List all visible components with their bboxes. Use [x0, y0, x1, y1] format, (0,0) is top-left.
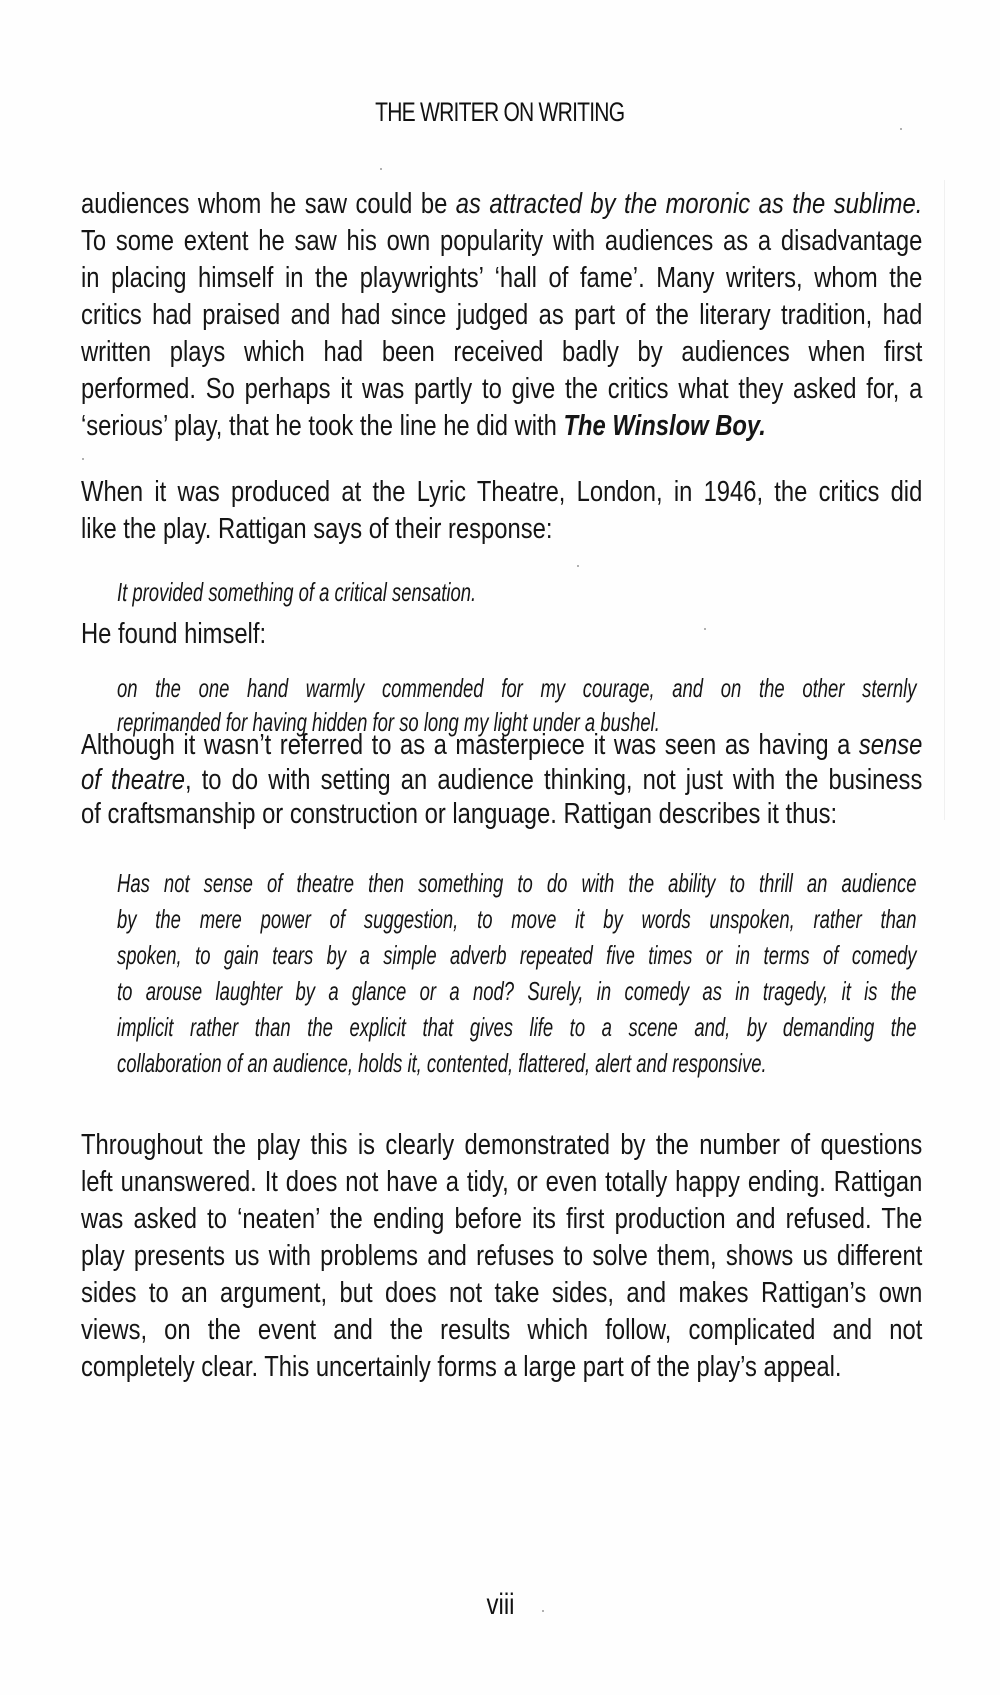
- line-text: on the one hand warmly commended for my courage, and on the other sternly: [117, 673, 917, 703]
- quote-line: [117, 976, 1000, 1012]
- line-text: completely clear. This uncertainly forms a large part of the play’s appeal.: [81, 1351, 842, 1383]
- text-run: ‘serious’ play, that he took the line he did with: [81, 410, 564, 442]
- text-line: [81, 1240, 1000, 1276]
- line-text: sides to an argument, but does not take sides, and makes Rattigan’s own: [81, 1277, 923, 1309]
- quote-line: [117, 940, 1000, 976]
- line-text: spoken, to gain tears by a simple adverb repeated five times or in terms of comedy: [117, 940, 917, 970]
- line-text: was asked to ‘neaten’ the ending before its first production and refused. The: [81, 1203, 923, 1235]
- scan-speck: [542, 1610, 544, 1612]
- quote-line: [117, 1048, 1000, 1084]
- line-text: To some extent he saw his own popularity with audiences as a disadvantage: [81, 225, 923, 257]
- text-line: [81, 476, 1000, 512]
- text-line: [81, 299, 1000, 335]
- text-line: [81, 262, 1000, 298]
- text-line: [81, 1351, 1000, 1387]
- text-line: [81, 1166, 1000, 1202]
- text-line: [81, 1203, 1000, 1239]
- text-line: [81, 225, 1000, 261]
- page-number: [0, 1588, 1000, 1622]
- running-head-text: THE WRITER ON WRITING: [375, 97, 625, 127]
- quote-line: [117, 673, 1000, 709]
- running-head: [0, 97, 1000, 128]
- line-text: play presents us with problems and refuses to solve them, shows us different: [81, 1240, 923, 1272]
- text-run: , to do with setting an audience thinking, not just with the business: [184, 764, 923, 796]
- line-text: [81, 188, 922, 221]
- text-line: [81, 729, 1000, 765]
- scan-speck: [704, 628, 706, 630]
- scan-speck: [900, 128, 902, 130]
- line-text: [81, 729, 922, 762]
- line-text: [81, 410, 922, 443]
- quote-line: [117, 577, 1000, 613]
- text-line: [81, 410, 1000, 446]
- text-run: audiences whom he saw could be: [81, 188, 456, 220]
- text-line: [81, 618, 1000, 654]
- line-text: to arouse laughter by a glance or a nod? Surely, in comedy as in tragedy, it is the: [117, 976, 917, 1006]
- text-line: [81, 373, 1000, 409]
- line-text: collaboration of an audience, holds it, contented, flattered, alert and responsive.: [117, 1048, 767, 1078]
- text-line: [81, 336, 1000, 372]
- line-text: performed. So perhaps it was partly to give the critics what they asked for, a: [81, 373, 923, 405]
- text-line: [81, 1314, 1000, 1350]
- quote-line: [117, 1012, 1000, 1048]
- line-text: left unanswered. It does not have a tidy, or even totally happy ending. Rattigan: [81, 1166, 923, 1198]
- line-text: written plays which had been received badly by audiences when first: [81, 336, 923, 368]
- quote-line: [117, 904, 1000, 940]
- line-text: He found himself:: [81, 618, 267, 650]
- play-title: The Winslow Boy.: [563, 410, 766, 442]
- line-text: reprimanded for having hidden for so long my light under a bushel.: [117, 707, 660, 737]
- line-text: Has not sense of theatre then something to do with the ability to thrill an audience: [117, 868, 917, 898]
- quote-line: [117, 868, 1000, 904]
- text-line: [81, 798, 1000, 834]
- text-line: [81, 764, 1000, 800]
- scan-speck: [577, 565, 579, 567]
- italic-run: of theatre: [81, 764, 185, 796]
- scan-speck: [82, 458, 84, 460]
- line-text: of craftsmanship or construction or language. Rattigan describes it thus:: [81, 798, 838, 830]
- scan-speck: [380, 168, 382, 170]
- text-line: [81, 513, 1000, 549]
- page-number-text: viii: [486, 1588, 514, 1621]
- line-text: Throughout the play this is clearly demonstrated by the number of questions: [81, 1129, 923, 1161]
- line-text: like the play. Rattigan says of their response:: [81, 513, 553, 545]
- text-line: [81, 188, 1000, 224]
- line-text: critics had praised and had since judged as part of the literary tradition, had: [81, 299, 923, 331]
- text-run: Although it wasn’t referred to as a masterpiece it was seen as having a: [81, 729, 859, 761]
- line-text: It provided something of a critical sensation.: [117, 577, 477, 607]
- line-text: in placing himself in the playwrights’ ‘hall of fame’. Many writers, whom the: [81, 262, 923, 294]
- text-line: [81, 1129, 1000, 1165]
- line-text: views, on the event and the results which follow, complicated and not: [81, 1314, 923, 1346]
- italic-run: as attracted by the moronic as the sublime.: [455, 188, 923, 220]
- line-text: [81, 764, 922, 797]
- italic-run: sense: [858, 729, 923, 761]
- text-line: [81, 1277, 1000, 1313]
- line-text: by the mere power of suggestion, to move it by words unspoken, rather than: [117, 904, 917, 934]
- line-text: When it was produced at the Lyric Theatre, London, in 1946, the critics did: [81, 476, 923, 508]
- line-text: implicit rather than the explicit that gives life to a scene and, by demanding the: [117, 1012, 917, 1042]
